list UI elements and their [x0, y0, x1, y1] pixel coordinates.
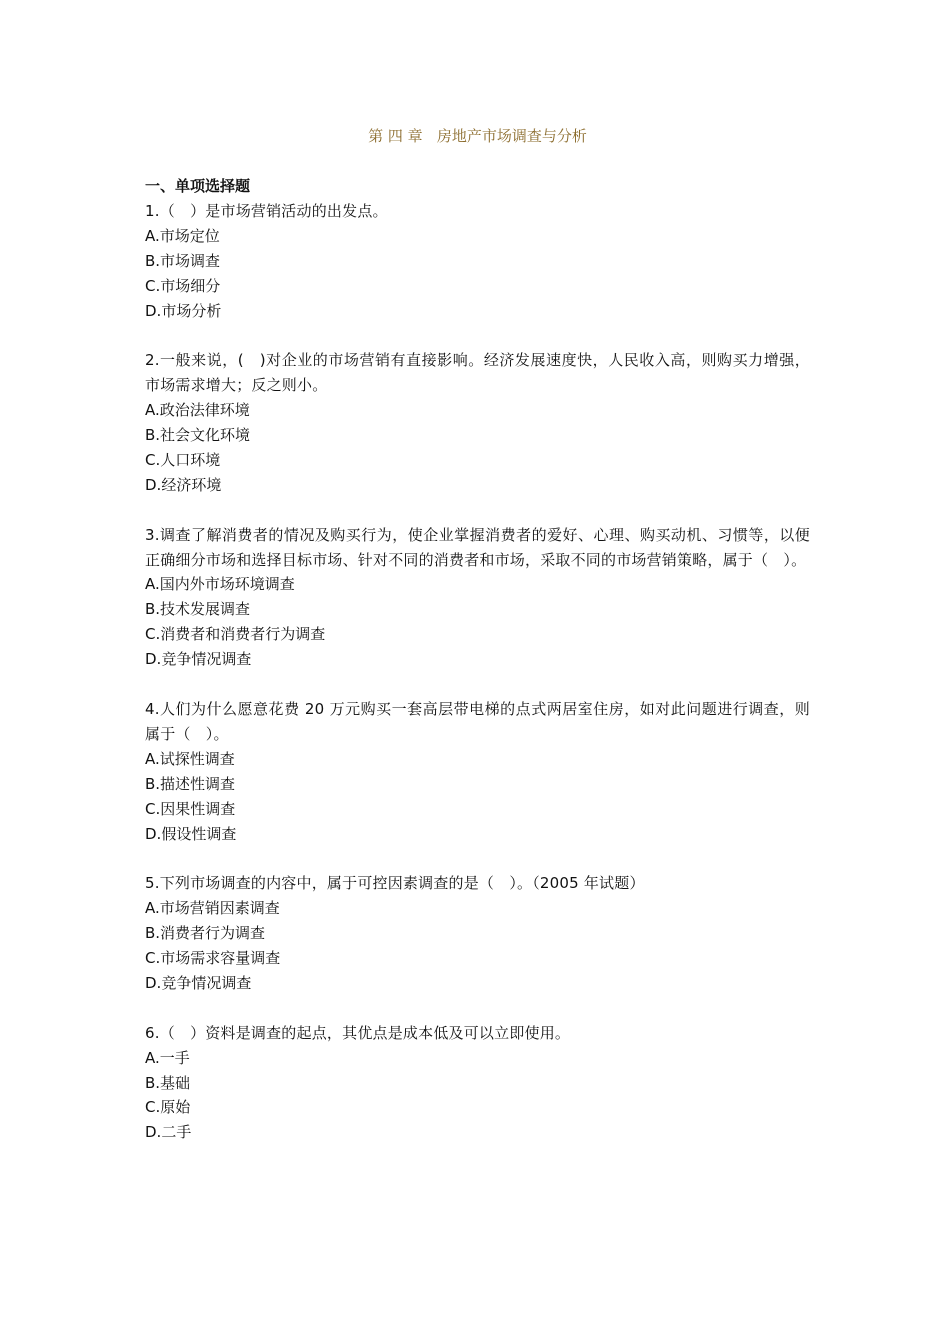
option-c: C.人口环境 [145, 450, 221, 469]
option-c: C.消费者和消费者行为调查 [145, 625, 326, 644]
question-2 [145, 348, 810, 497]
option-a: A.市场定位 [145, 226, 220, 245]
question-6 [145, 1021, 810, 1146]
option-d: D.市场分析 [145, 301, 222, 320]
question-text: 6.（ ）资料是调查的起点，其优点是成本低及可以立即使用。 [145, 1023, 571, 1042]
option-a: A.试探性调查 [145, 749, 235, 768]
option-a: A.市场营销因素调查 [145, 899, 280, 918]
option-c: C.原始 [145, 1098, 191, 1117]
question-text: 3.调查了解消费者的情况及购买行为，使企业掌握消费者的爱好、心理、购买动机、习惯等，以便正确细分市场和选择目标市场、针对不同的消费者和市场，采取不同的市场营销策略，属于（ ）。 [145, 525, 810, 569]
option-b: B.市场调查 [145, 251, 221, 270]
option-b: B.社会文化环境 [145, 426, 251, 445]
question-text: 2.一般来说，( )对企业的市场营销有直接影响。经济发展速度快，人民收入高，则购买力增强，市场需求增大；反之则小。 [145, 351, 810, 395]
option-d: D.经济环境 [145, 475, 222, 494]
chapter-title: 第 四 章 房地产市场调查与分析 [368, 127, 587, 145]
option-c: C.因果性调查 [145, 799, 236, 818]
question-4 [145, 697, 810, 846]
question-text: 1.（ ）是市场营销活动的出发点。 [145, 201, 388, 220]
option-a: A.政治法律环境 [145, 401, 250, 420]
option-d: D.竞争情况调查 [145, 973, 252, 992]
question-5 [145, 871, 810, 996]
option-c: C.市场需求容量调查 [145, 949, 281, 968]
option-b: B.基础 [145, 1073, 191, 1092]
question-1 [145, 199, 810, 324]
option-d: D.二手 [145, 1123, 192, 1142]
question-text: 4.人们为什么愿意花费 20 万元购买一套高层带电梯的点式两居室住房，如对此问题进行调查，则属于（ ）。 [145, 699, 810, 743]
option-d: D.竞争情况调查 [145, 650, 252, 669]
option-b: B.技术发展调查 [145, 600, 251, 619]
section-heading: 一、单项选择题 [145, 177, 251, 195]
question-list [145, 174, 810, 1170]
option-a: A.国内外市场环境调查 [145, 575, 295, 594]
option-b: B.消费者行为调查 [145, 924, 266, 943]
option-a: A.一手 [145, 1048, 190, 1067]
question-text: 5.下列市场调查的内容中，属于可控因素调查的是（ ）。（2005 年试题） [145, 874, 645, 893]
option-d: D.假设性调查 [145, 824, 237, 843]
option-c: C.市场细分 [145, 276, 221, 295]
question-3 [145, 523, 810, 672]
option-b: B.描述性调查 [145, 774, 236, 793]
